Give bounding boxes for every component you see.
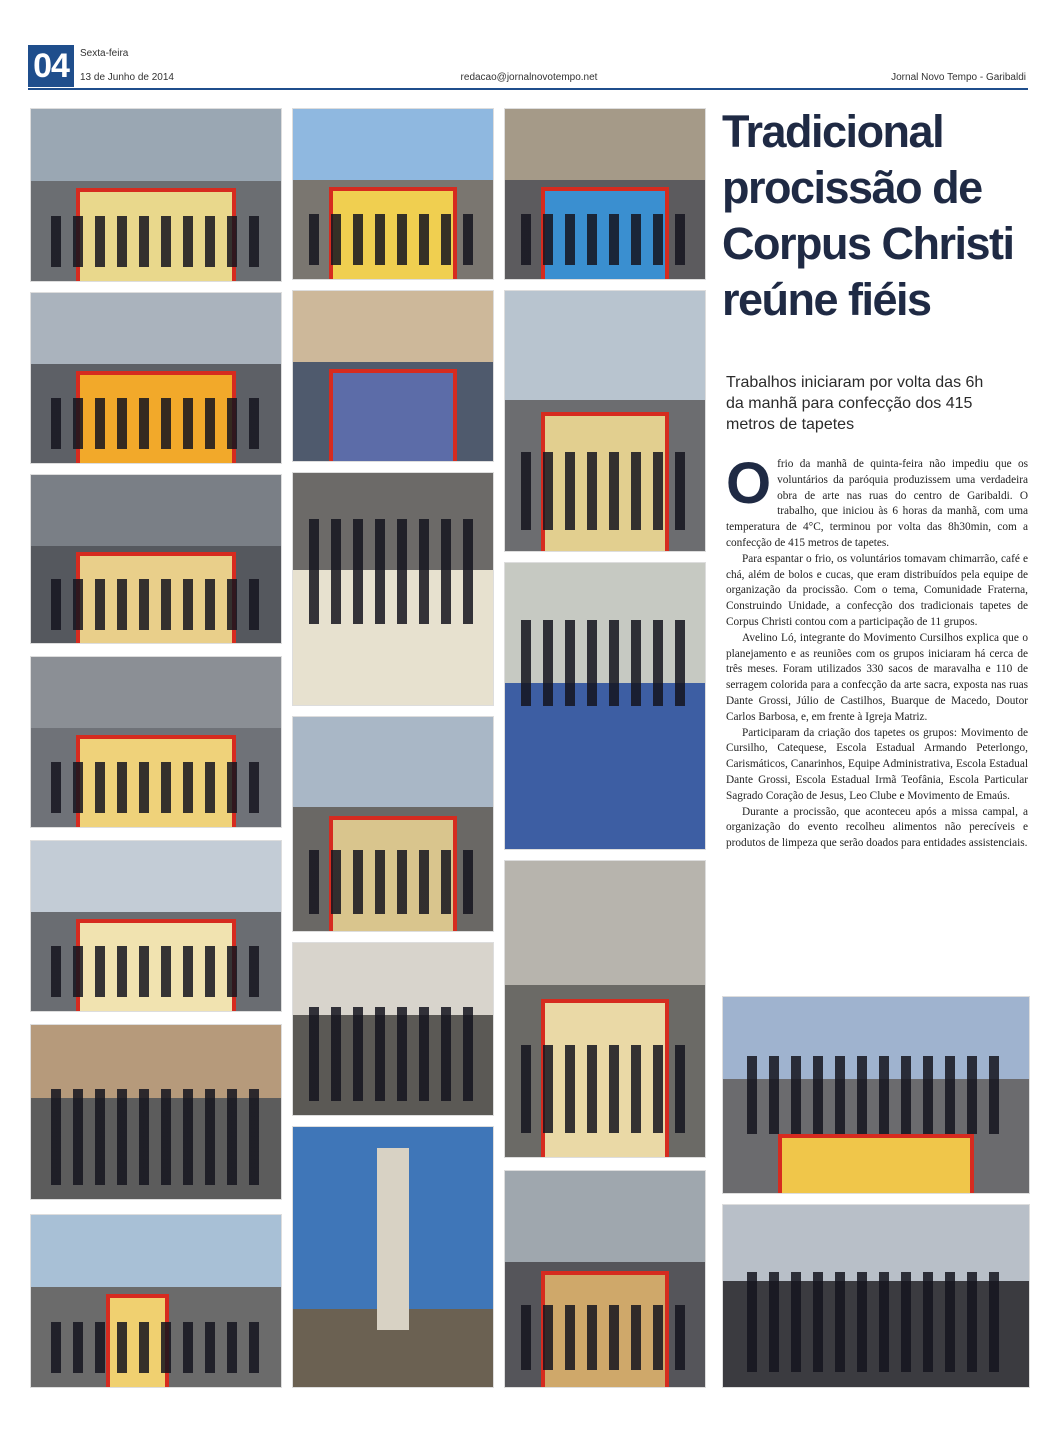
header-divider [28, 88, 1028, 90]
weekday: Sexta-feira [80, 48, 129, 59]
photo-carpet-volunteer-2 [30, 474, 282, 644]
article-body [726, 451, 1028, 852]
photo-volunteers-flowers [292, 472, 494, 706]
photo-long-carpet [30, 840, 282, 1012]
photo-chalice-carpet [30, 656, 282, 828]
article-title: Tradicional procissão de Corpus Christi reúne fiéis [722, 106, 1014, 325]
paragraph-1: Ofrio da manhã de quinta-feira não impediu que os voluntários da paróquia produzissem uma verdadeira obra de arte nas ruas do centro de Garibaldi. O trabalho, que iniciou às 6 horas da manhã, com uma temperatura de 4°C, terminou por volta das 8h30min, com a confecção de 415 metros de tapetes. [726, 451, 1028, 549]
photo-carpet-sunrise [292, 290, 494, 462]
page-header [0, 0, 1058, 95]
photo-procession-canopy [30, 1214, 282, 1388]
church-tower [377, 1148, 409, 1330]
paragraph-4: Participaram da criação dos tapetes os grupos: Movimento de Cursilho, Catequese, Escola Estadual Armando Peterlongo, Carismáticos, Canarinhos, Equipe Administrativa, Escola Estadual Dante Grossi, Escola Estadual Irmã Teofânia, Escola Particular Sagrado Coração de Jesus, Leo Clube e Movimento de Emaús. [726, 726, 1028, 802]
photo-church-matriz [292, 1126, 494, 1388]
newsroom-email[interactable]: redacao@jornalnovotempo.net [460, 72, 598, 83]
paragraph-2: Para espantar o frio, os voluntários tomavam chimarrão, café e chá, além de bolos e cucas, que eram distribuídos pela equipe de organização da procissão. Com o tema, Comunidade Fraterna, Construindo Unidade, a confecção dos tradicionais tapetes de Corpus Christi contou com a participação de 11 grupos. [726, 552, 1028, 628]
drop-cap: O [726, 451, 772, 516]
paragraph-5: Durante a procissão, que aconteceu após a missa campal, a organização do evento recolheu alimentos não perecíveis e produtos de limpeza que serão doados para entidades assistenciais. [726, 805, 1028, 850]
photo-group-large [722, 996, 1030, 1194]
paragraph-3: Avelino Ló, integrante do Movimento Cursilhos explica que o planejamento e as reuniões com os grupos iniciaram há cerca de três meses. Foram utilizados 330 sacos de maravalha e 110 de serragem colorida para a confecção da arte sacra, exposta nas ruas Dante Grossi, Júlio de Castilhos, Buarque de Macedo, Doutor Carlos Barbosa, e, em frente à Igreja Matriz. [726, 631, 1028, 723]
photo-lettering-carpet [504, 860, 706, 1158]
page-number: 04 [28, 45, 74, 87]
newspaper-name: Jornal Novo Tempo - Garibaldi [891, 72, 1026, 83]
photo-women-tray [292, 942, 494, 1116]
photo-volunteers-blue-carpet [504, 562, 706, 850]
article-subtitle: Trabalhos iniciaram por volta das 6h da manhã para confecção dos 415 metros de tapetes [726, 374, 984, 433]
photo-group-1 [30, 1024, 282, 1200]
photo-crowd-kneeling [504, 1170, 706, 1388]
photo-women-mandala [504, 108, 706, 280]
photo-carpet-volunteer-1 [30, 292, 282, 464]
photo-street-carpets-1 [30, 108, 282, 282]
photo-hill-street [292, 716, 494, 932]
issue-date: 13 de Junho de 2014 [80, 72, 174, 83]
photo-church-square [292, 108, 494, 280]
photo-street-trees [504, 290, 706, 552]
photo-procession-crowd [722, 1204, 1030, 1388]
